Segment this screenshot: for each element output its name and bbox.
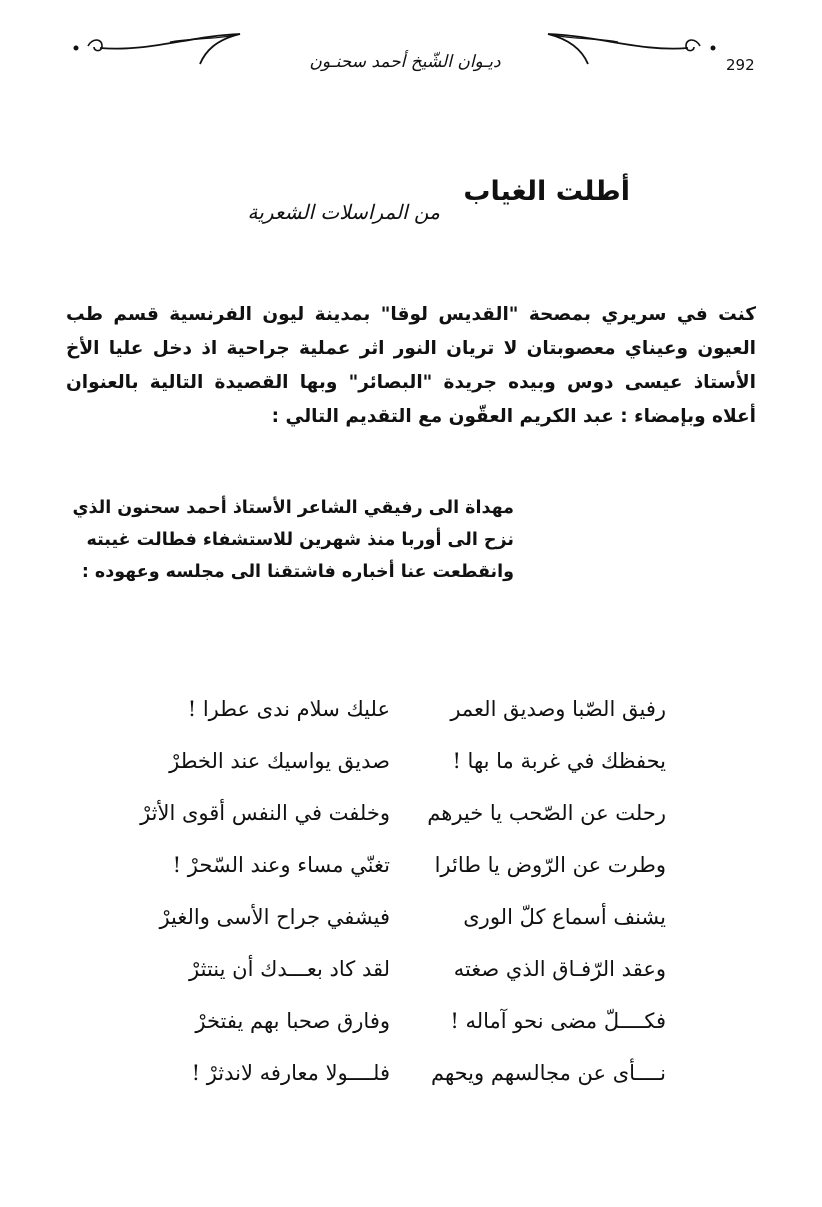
verse-second-hemistich: فلــــولا معارفه لاندثرْ ! — [191, 1061, 390, 1085]
verse-second-hemistich: وفارق صحبا بهم يفتخرْ — [195, 1009, 390, 1033]
poem-title: أطلت الغياب — [463, 176, 630, 207]
verse — [140, 1000, 680, 1052]
verse-first-hemistich: رفيق الصّبا وصديق العمر — [450, 697, 666, 721]
verse-first-hemistich: يشنف أسماع كلّ الورى — [463, 905, 666, 929]
dedication-line: وانقطعت عنا أخباره فاشتقنا الى مجلسه وعهوده : — [81, 562, 514, 582]
dedication — [66, 492, 514, 588]
verse — [140, 948, 680, 1000]
page-header — [0, 22, 822, 72]
verse — [140, 740, 680, 792]
dedication-line: نزح الى أوربا منذ شهرين للاستشفاء فطالت غيبته — [86, 530, 514, 550]
poem — [140, 688, 680, 1104]
verse — [140, 896, 680, 948]
verse-first-hemistich: رحلت عن الصّحب يا خيرهم — [427, 801, 666, 825]
verse-first-hemistich: يحفظك في غربة ما بها ! — [452, 749, 666, 773]
verse-second-hemistich: وخلفت في النفس أقوى الأثرْ — [140, 801, 390, 825]
verse-first-hemistich: نــــأى عن مجالسهم ويحهم — [430, 1061, 666, 1085]
verse-second-hemistich: صديق يواسيك عند الخطرْ — [169, 749, 390, 773]
page-number: 292 — [726, 56, 755, 74]
verse-second-hemistich: تغنّي مساء وعند السّحرْ ! — [172, 853, 390, 877]
verse — [140, 844, 680, 896]
verse — [140, 688, 680, 740]
verse-first-hemistich: فكــــلّ مضى نحو آماله ! — [450, 1009, 666, 1033]
dedication-line: مهداة الى رفيقي الشاعر الأستاذ أحمد سحنون الذي — [72, 498, 514, 518]
verse-first-hemistich: وطرت عن الرّوض يا طائرا — [434, 853, 666, 877]
verse-first-hemistich: وعقد الرّفـاق الذي صغته — [453, 957, 666, 981]
poem-subtitle: من المراسلات الشعرية — [247, 200, 440, 224]
verse — [140, 792, 680, 844]
intro-paragraph: كنت في سريري بمصحة "القديس لوقا" بمدينة ليون الفرنسية قسم طب العيون وعيناي معصوبتان لا تريان النور اثر عملية جراحية اذ دخل عليا الأخ الأستاذ عيسى دوس وبيده جريدة "البصائر" وبها القصيدة التالية بالعنوان أعلاه وبإمضاء : عبد الكريم العقّون مع التقديم التالي : — [66, 304, 756, 427]
verse-second-hemistich: لقد كاد بعـــدك أن ينتثرْ — [189, 957, 390, 981]
verse-second-hemistich: فيشفي جراح الأسى والغيرْ — [159, 905, 390, 929]
running-title: ديـوان الشّيخ أحمد سحنـون — [309, 52, 501, 72]
verse — [140, 1052, 680, 1104]
verse-second-hemistich: عليك سلام ندى عطرا ! — [187, 697, 390, 721]
